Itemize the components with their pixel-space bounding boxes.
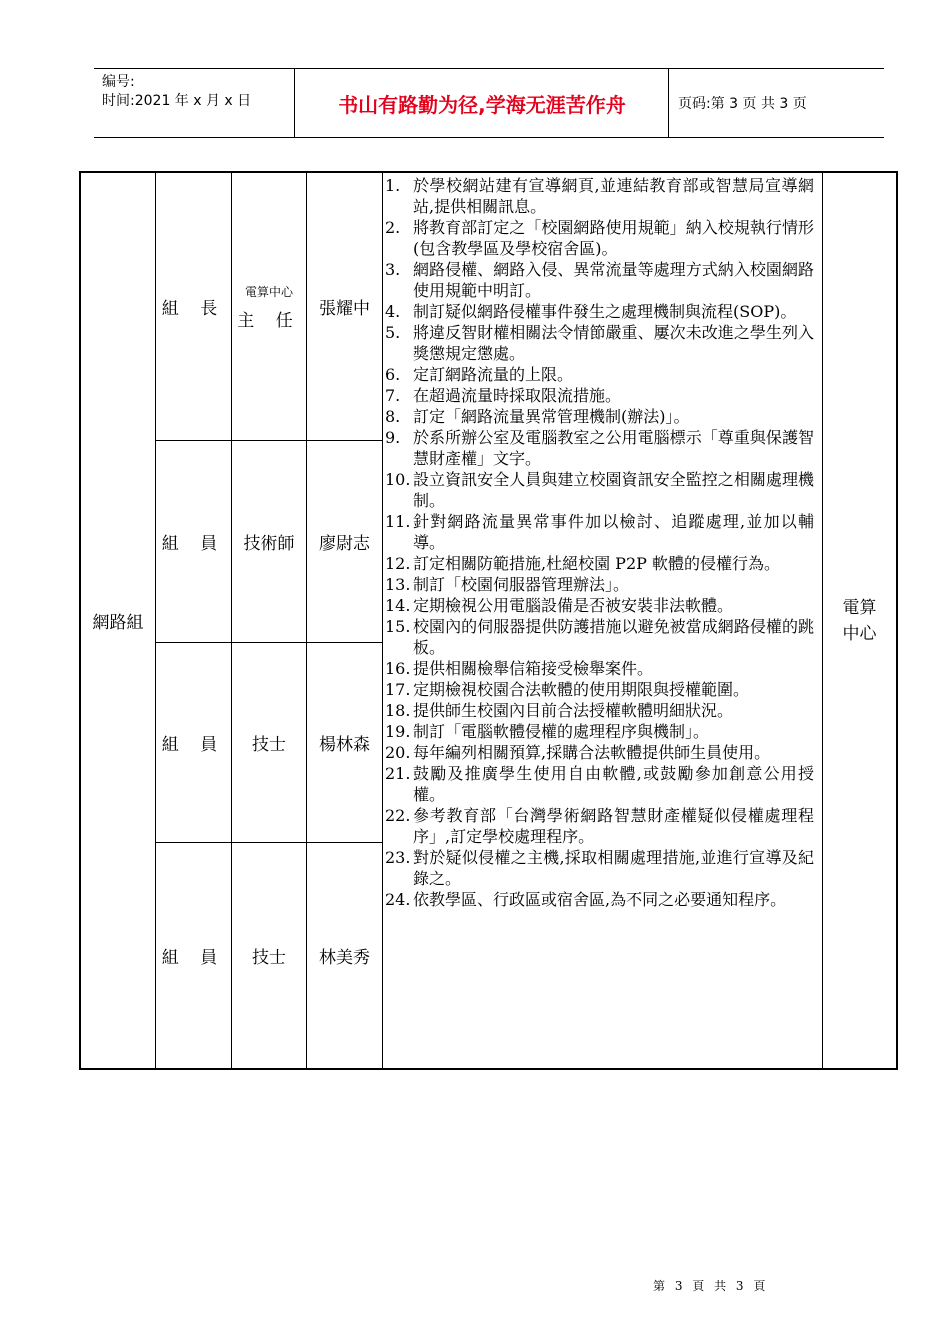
- list-item: 13. 制訂「校園伺服器管理辦法」。: [385, 575, 630, 594]
- list-item: 11. 針對網路流量異常事件加以檢討、追蹤處理,並加以輔導。: [385, 512, 814, 552]
- header-divider: [668, 69, 669, 137]
- member-title: 技士: [232, 843, 307, 1068]
- member-name: 楊林森: [307, 643, 383, 843]
- list-item: 16. 提供相關檢舉信箱接受檢舉案件。: [385, 659, 654, 678]
- list-item: 2. 將教育部訂定之「校園網路使用規範」納入校規執行情形(包含教學區及學校宿舍區)。: [385, 218, 814, 258]
- page-footer: 第 3 頁 共 3 頁: [653, 1279, 769, 1293]
- page-header: [94, 68, 884, 138]
- list-item: 7. 在超過流量時採取限流措施。: [385, 386, 622, 405]
- responsible-unit: 電算中心: [842, 597, 877, 644]
- list-item: 20. 每年編列相關預算,採購合法軟體提供師生員使用。: [385, 743, 771, 762]
- member-name: 廖尉志: [307, 441, 383, 643]
- list-item: 3. 網路侵權、網路入侵、異常流量等處理方式納入校園網路使用規範中明訂。: [385, 260, 814, 300]
- member-name: 張耀中: [307, 173, 383, 441]
- list-item: 19. 制訂「電腦軟體侵權的處理程序與機制」。: [385, 722, 710, 741]
- list-item: 6. 定訂網路流量的上限。: [385, 365, 574, 384]
- document-time-label: 时间:2021 年 x 月 x 日: [102, 93, 252, 109]
- header-motto: 书山有路勤为径,学海无涯苦作舟: [338, 92, 626, 117]
- list-item: 5. 將違反智財權相關法令情節嚴重、屢次未改進之學生列入獎懲規定懲處。: [385, 323, 814, 363]
- task-list: [383, 173, 823, 1068]
- member-title-small: 電算中心: [244, 284, 293, 299]
- list-item: 12. 訂定相關防範措施,杜絕校園 P2P 軟體的侵權行為。: [385, 554, 780, 573]
- responsibility-table: [79, 171, 898, 1070]
- member-title-main: 主 任: [237, 310, 301, 331]
- member-role: 組 員: [156, 441, 232, 643]
- list-item: 4. 制訂疑似網路侵權事件發生之處理機制與流程(SOP)。: [385, 302, 797, 321]
- member-title: [232, 173, 307, 441]
- list-item: 17. 定期檢視校園合法軟體的使用期限與授權範圍。: [385, 680, 750, 699]
- list-item: 8. 訂定「網路流量異常管理機制(辦法)」。: [385, 407, 690, 426]
- member-title: 技士: [232, 643, 307, 843]
- member-role: 組 員: [156, 843, 232, 1068]
- group-cell: 網路組: [81, 173, 156, 1068]
- list-item: 23. 對於疑似侵權之主機,採取相關處理措施,並進行宣導及紀錄之。: [385, 848, 814, 888]
- responsible-unit-cell: [823, 173, 896, 1068]
- document-number-label: 编号:: [102, 74, 135, 90]
- list-item: 10. 設立資訊安全人員與建立校園資訊安全監控之相關處理機制。: [385, 470, 814, 510]
- list-item: 24. 依教學區、行政區或宿舍區,為不同之必要通知程序。: [385, 890, 787, 909]
- list-item: 21. 鼓勵及推廣學生使用自由軟體,或鼓勵參加創意公用授權。: [385, 764, 814, 804]
- header-page-info: 页码:第 3 页 共 3 页: [678, 96, 807, 112]
- header-divider: [294, 69, 295, 137]
- header-meta: [102, 73, 251, 111]
- member-name: 林美秀: [307, 843, 383, 1068]
- list-item: 22. 參考教育部「台灣學術網路智慧財產權疑似侵權處理程序」,訂定學校處理程序。: [385, 806, 814, 846]
- list-item: 9. 於系所辦公室及電腦教室之公用電腦標示「尊重與保護智慧財產權」文字。: [385, 428, 814, 468]
- list-item: 15. 校園內的伺服器提供防護措施以避免被當成網路侵權的跳板。: [385, 617, 814, 657]
- list-item: 1. 於學校網站建有宣導網頁,並連結教育部或智慧局宣導網站,提供相關訊息。: [385, 176, 814, 216]
- member-role: 組 長: [156, 173, 232, 441]
- list-item: 18. 提供師生校園內目前合法授權軟體明細狀況。: [385, 701, 734, 720]
- list-item: 14. 定期檢視公用電腦設備是否被安裝非法軟體。: [385, 596, 734, 615]
- member-title: 技術師: [232, 441, 307, 643]
- member-role: 組 員: [156, 643, 232, 843]
